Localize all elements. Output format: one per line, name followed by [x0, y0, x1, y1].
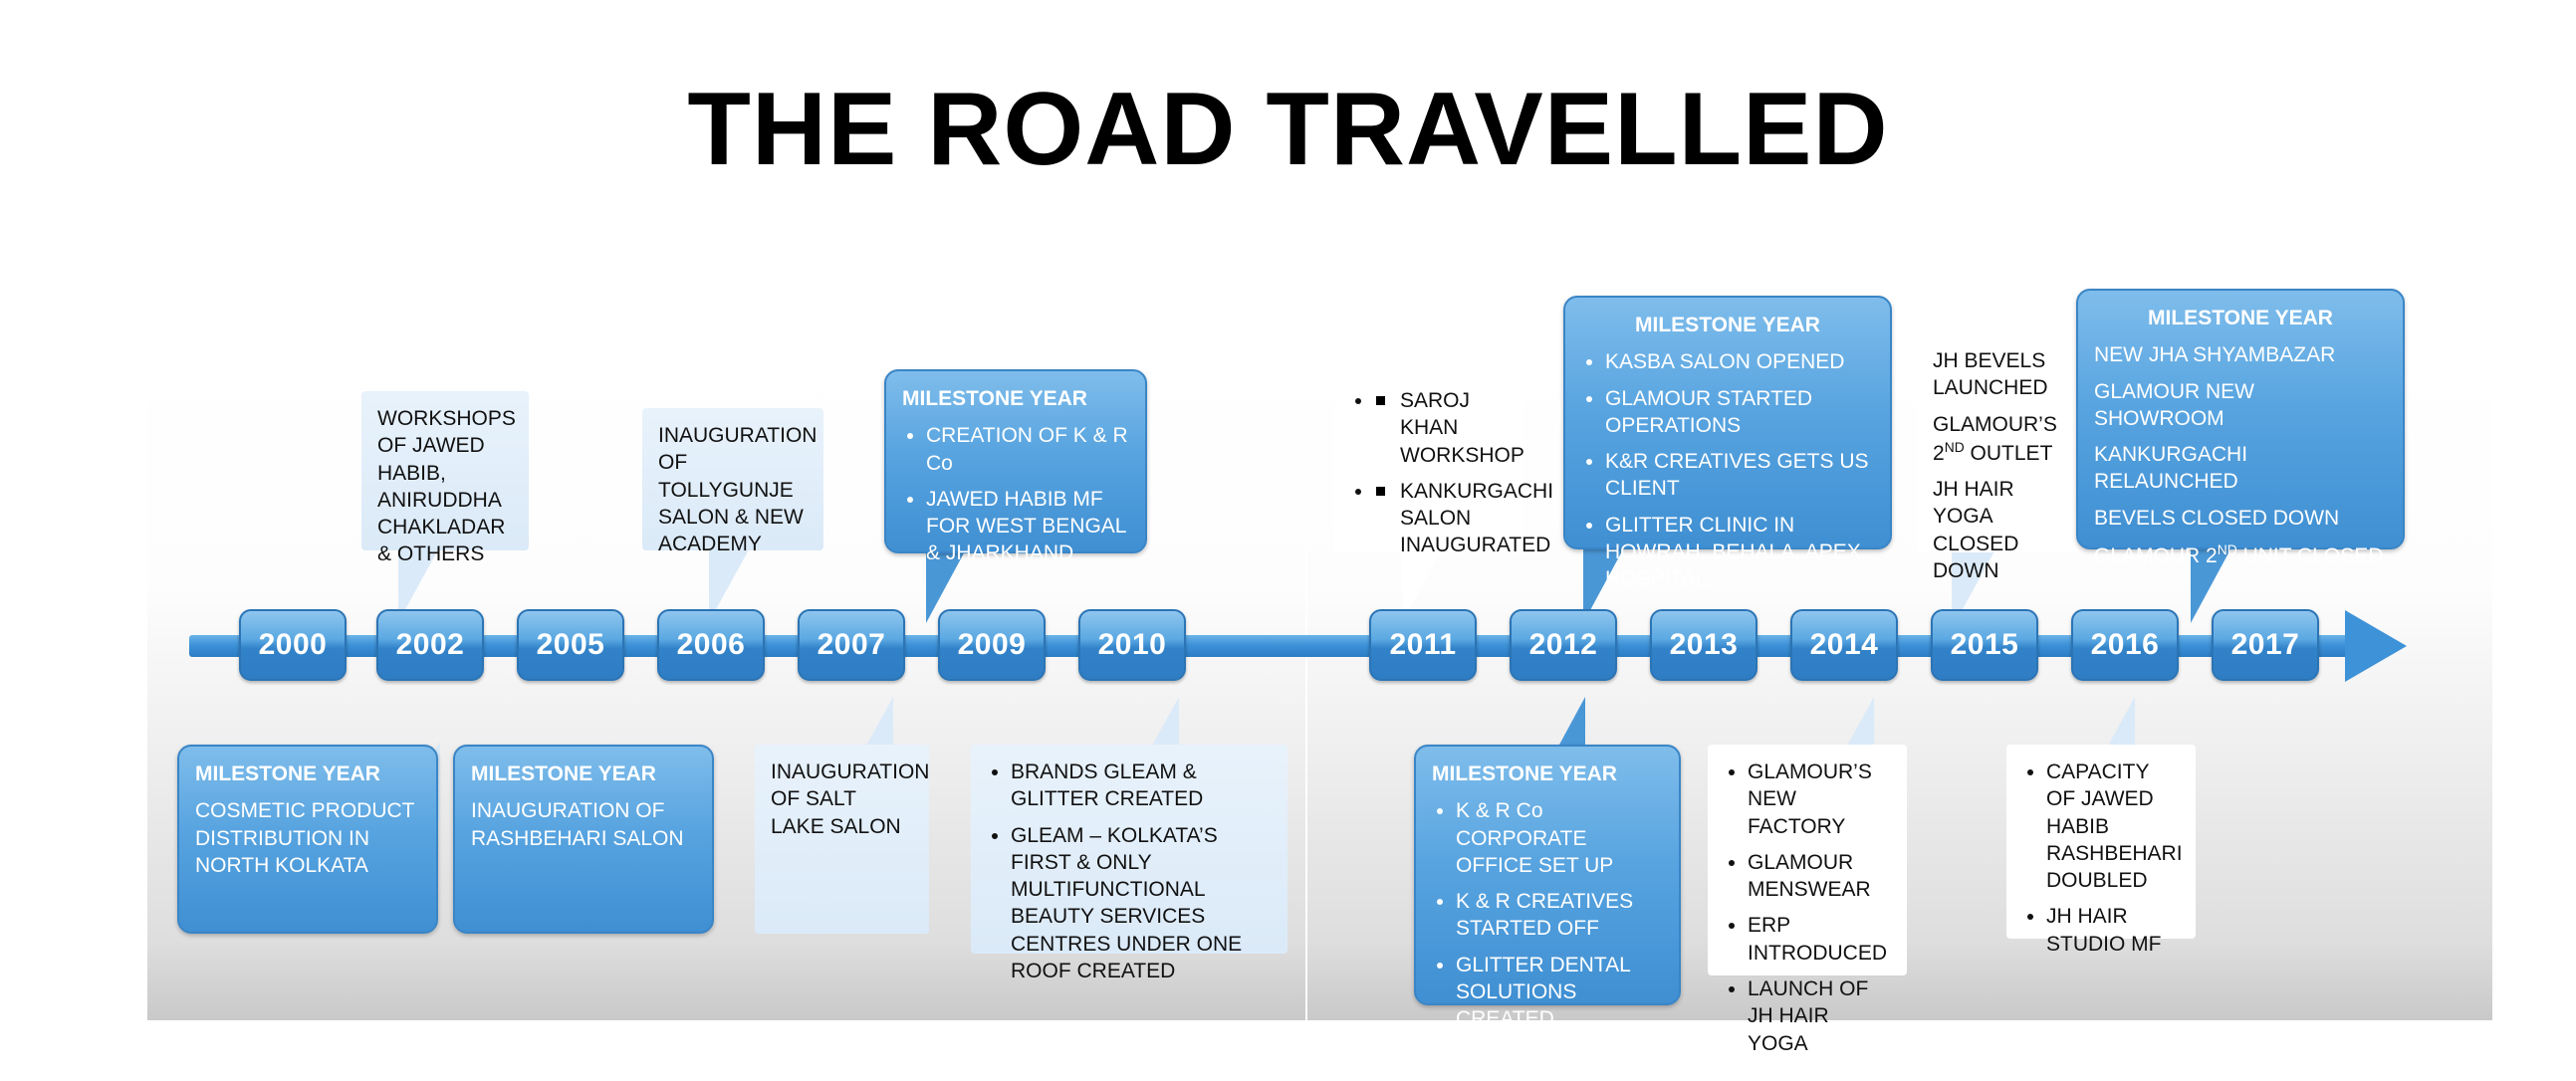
year-label: 2010: [1097, 628, 1167, 661]
list-item: • KANKURGACHI SALON INAUGURATED: [1374, 478, 1508, 559]
callout-2010-list: [987, 758, 1272, 984]
year-chip-2009[interactable]: [938, 609, 1046, 681]
list-item: BEVELS CLOSED DOWN: [2094, 506, 2340, 530]
callout-2016-list: [2022, 758, 2183, 958]
list-item: • JH HAIR STUDIO MF: [2046, 903, 2180, 958]
callout-2009-header: MILESTONE YEAR: [902, 387, 1087, 410]
year-label: 2005: [536, 628, 605, 661]
callout-2000-header: MILESTONE YEAR: [195, 762, 380, 785]
callout-2009[interactable]: [884, 369, 1147, 565]
callout-2007-text: INAUGURATION OF SALT LAKE SALON: [771, 760, 930, 838]
callout-2011-list: [1350, 387, 1554, 559]
callout-2005[interactable]: [453, 745, 714, 934]
list-item: JH BEVELS LAUNCHED: [1933, 349, 2048, 400]
callout-2002[interactable]: [361, 391, 529, 566]
list-item: • ERP INTRODUCED: [1748, 912, 1891, 967]
callout-2006-text: INAUGURATION OF TOLLYGUNJE SALON & NEW ACADEMY: [658, 424, 818, 556]
list-item: NEW JHA SHYAMBAZAR: [2094, 343, 2336, 367]
callout-2015[interactable]: [1917, 333, 2076, 583]
callout-2013[interactable]: [1563, 296, 1892, 591]
year-label: 2000: [258, 628, 328, 661]
year-label: 2012: [1528, 628, 1598, 661]
year-chip-2013[interactable]: [1650, 609, 1757, 681]
year-label: 2007: [817, 628, 886, 661]
year-chip-2016[interactable]: [2071, 609, 2179, 681]
year-chip-2010[interactable]: [1078, 609, 1186, 681]
year-label: 2006: [676, 628, 746, 661]
year-chip-2006[interactable]: [657, 609, 765, 681]
list-item: • SAROJ KHAN WORKSHOP: [1374, 387, 1508, 469]
callout-2006[interactable]: [642, 408, 823, 556]
list-item: • LAUNCH OF JH HAIR YOGA: [1748, 975, 1891, 1057]
callout-2010[interactable]: [971, 745, 1288, 983]
callout-2011[interactable]: [1334, 373, 1554, 557]
list-item: • GLITTER DENTAL SOLUTIONS CREATED: [1456, 952, 1663, 1033]
list-item: • CAPACITY OF JAWED HABIB RASHBEHARI DOUBLED: [2046, 758, 2180, 894]
year-chip-2017[interactable]: [2212, 609, 2319, 681]
callout-2014[interactable]: [1708, 745, 1907, 1055]
year-label: 2015: [1950, 628, 2019, 661]
callout-2000[interactable]: [177, 745, 438, 934]
list-item: KANKURGACHI RELAUNCHED: [2094, 443, 2248, 494]
callout-2007[interactable]: [755, 745, 929, 934]
callout-2000-body: COSMETIC PRODUCT DISTRIBUTION IN NORTH KOLKATA: [195, 799, 415, 877]
callout-2017-header: MILESTONE YEAR: [2148, 307, 2333, 329]
year-chip-2012[interactable]: [1510, 609, 1617, 681]
list-item: • JAWED HABIB MF FOR WEST BENGAL & JHARKHAND: [926, 486, 1129, 567]
list-item: GLAMOUR’S 2ND OUTLET: [1933, 412, 2057, 465]
year-label: 2013: [1669, 628, 1739, 661]
callout-2017[interactable]: [2076, 289, 2405, 568]
callout-2016[interactable]: [2006, 745, 2196, 956]
list-item: GLAMOUR NEW SHOWROOM: [2094, 379, 2255, 430]
year-chip-2002[interactable]: [376, 609, 484, 681]
list-item: • GLITTER CLINIC IN HOWRAH, BEHALA, APEX HOSPITAL: [1605, 512, 1874, 593]
year-label: 2009: [957, 628, 1027, 661]
list-item: GLAMOUR 2ND UNIT CLOSED: [2094, 541, 2384, 568]
list-item: • GLAMOUR STARTED OPERATIONS: [1605, 385, 1874, 440]
year-chip-2007[interactable]: [798, 609, 905, 681]
callout-2002-text: WORKSHOPS OF JAWED HABIB, ANIRUDDHA CHAKLADAR & OTHERS: [377, 407, 516, 566]
callout-2014-list: [1724, 758, 1891, 1057]
callout-2013-header: MILESTONE YEAR: [1635, 314, 1820, 336]
callout-2017-list: [2094, 341, 2387, 569]
year-chip-2015[interactable]: [1931, 609, 2038, 681]
year-chip-2014[interactable]: [1790, 609, 1898, 681]
callout-2009-list: [902, 422, 1129, 566]
year-label: 2011: [1389, 628, 1457, 661]
list-item: • K&R CREATIVES GETS US CLIENT: [1605, 448, 1874, 503]
list-item: • CREATION OF K & R Co: [926, 422, 1129, 477]
callout-2012-list: [1432, 797, 1663, 1032]
list-item: • GLAMOUR’S NEW FACTORY: [1748, 758, 1891, 840]
year-chip-2000[interactable]: [239, 609, 347, 681]
timeline-arrow-icon: [2345, 610, 2407, 682]
year-chip-2005[interactable]: [517, 609, 624, 681]
page-title: THE ROAD TRAVELLED: [687, 72, 1889, 187]
list-item: • BRANDS GLEAM & GLITTER CREATED: [1011, 758, 1272, 813]
callout-2012-header: MILESTONE YEAR: [1432, 762, 1617, 785]
year-label: 2016: [2090, 628, 2160, 661]
list-item: • K & R CREATIVES STARTED OFF: [1456, 888, 1663, 943]
year-label: 2017: [2230, 628, 2300, 661]
callout-2012[interactable]: [1414, 745, 1681, 1031]
callout-2005-body: INAUGURATION OF RASHBEHARI SALON: [471, 799, 684, 850]
callout-2015-list: [1933, 347, 2060, 584]
year-chip-2011[interactable]: [1369, 609, 1477, 681]
callout-2013-list: [1581, 348, 1874, 592]
list-item: • K & R Co CORPORATE OFFICE SET UP: [1456, 797, 1663, 879]
list-item: JH HAIR YOGA CLOSED DOWN: [1933, 478, 2019, 583]
list-item: • KASBA SALON OPENED: [1605, 348, 1874, 375]
year-label: 2014: [1809, 628, 1879, 661]
list-item: • GLEAM – KOLKATA’S FIRST & ONLY MULTIFUNCTIONAL BEAUTY SERVICES CENTRES UNDER ONE ROOF CREATED: [1011, 822, 1272, 985]
year-label: 2002: [395, 628, 465, 661]
callout-2005-header: MILESTONE YEAR: [471, 762, 656, 785]
list-item: • GLAMOUR MENSWEAR: [1748, 849, 1891, 904]
